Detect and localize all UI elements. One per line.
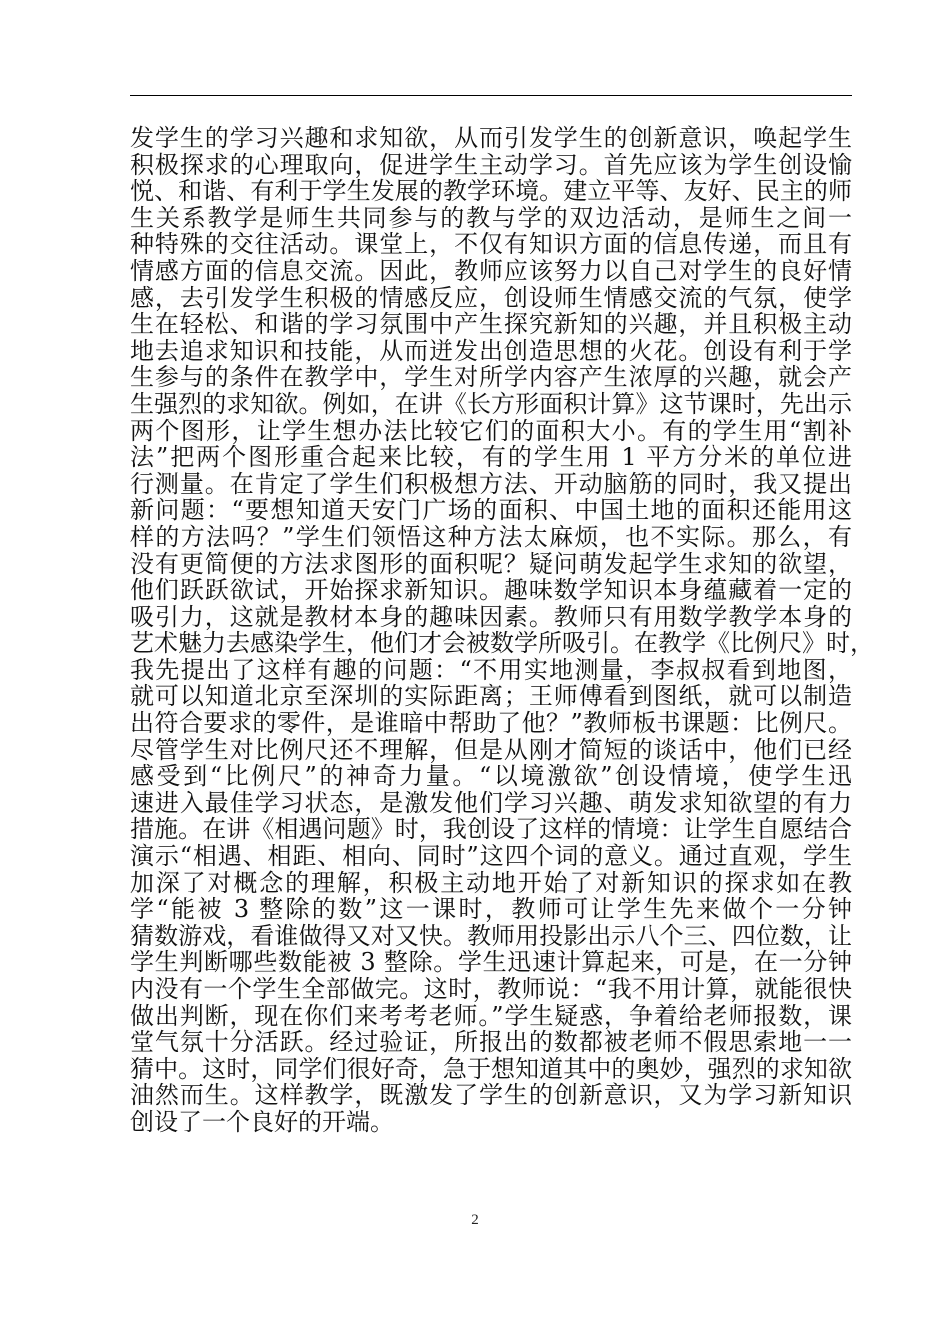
text-line: 生强烈的求知欲。例如，在讲《长方形面积计算》这节课时，先出示 — [130, 389, 852, 418]
text-line: 行测量。在肯定了学生们积极想方法、开动脑筋的同时，我又提出 — [130, 469, 852, 498]
text-line: 法”把两个图形重合起来比较，有的学生用 1 平方分米的单位进 — [130, 443, 852, 472]
text-line: 堂气氛十分活跃。经过验证，所报出的数都被老师不假思索地一一 — [130, 1028, 852, 1057]
text-line: 演示“相遇、相距、相向、同时”这四个词的意义。通过直观，学生 — [130, 842, 852, 871]
text-line: 没有更简便的方法求图形的面积呢？疑问萌发起学生求知的欲望， — [130, 549, 852, 578]
text-line: 猜中。这时，同学们很好奇，急于想知道其中的奥妙，强烈的求知欲 — [130, 1054, 852, 1083]
text-line: 发学生的学习兴趣和求知欲，从而引发学生的创新意识，唤起学生 — [130, 124, 852, 152]
text-line: 速进入最佳学习状态，是激发他们学习兴趣、萌发求知欲望的有力 — [130, 788, 852, 817]
text-line: 生在轻松、和谐的学习氛围中产生探究新知的兴趣，并且积极主动 — [130, 310, 852, 339]
header-rule — [130, 95, 852, 96]
text-line: 创设了一个良好的开端。 — [130, 1107, 394, 1136]
text-line: 样的方法吗？”学生们领悟这种方法太麻烦，也不实际。那么，有 — [130, 522, 852, 551]
text-line: 两个图形，让学生想办法比较它们的面积大小。有的学生用“割补 — [130, 416, 852, 445]
text-line: 学生判断哪些数能被 3 整除。学生迅速计算起来，可是，在一分钟 — [130, 948, 852, 977]
text-line: 悦、和谐、有利于学生发展的教学环境。建立平等、友好、民主的师 — [130, 177, 852, 206]
text-line: 措施。在讲《相遇问题》时，我创设了这样的情境：让学生自愿结合 — [130, 815, 852, 844]
text-line: 尽管学生对比例尺还不理解，但是从刚才简短的谈话中，他们已经 — [130, 735, 852, 764]
text-line: 内没有一个学生全部做完。这时，教师说：“我不用计算，就能很快 — [130, 975, 852, 1003]
text-line: 艺术魅力去感染学生，他们才会被数学所吸引。在教学《比例尺》时， — [130, 629, 874, 658]
text-line: 我先提出了这样有趣的问题：“不用实地测量，李叔叔看到地图， — [130, 655, 852, 684]
text-line: 感受到“比例尺”的神奇力量。“以境激欲”创设情境，使学生迅 — [130, 762, 852, 791]
text-line: 做出判断，现在你们来考考老师。”学生疑惑，争着给老师报数，课 — [130, 1001, 852, 1030]
text-line: 情感方面的信息交流。因此，教师应该努力以自己对学生的良好情 — [130, 256, 852, 285]
text-line: 感，去引发学生积极的情感反应，创设师生情感交流的气氛，使学 — [130, 283, 852, 312]
text-line: 学“能被 3 整除的数”这一课时，教师可让学生先来做个一分钟 — [130, 895, 852, 924]
text-line: 加深了对概念的理解，积极主动地开始了对新知识的探求如在教 — [130, 868, 852, 897]
text-line: 猜数游戏，看谁做得又对又快。教师用投影出示八个三、四位数，让 — [130, 921, 852, 950]
text-line: 种特殊的交往活动。课堂上，不仅有知识方面的信息传递，而且有 — [130, 230, 852, 259]
text-line: 油然而生。这样教学，既激发了学生的创新意识，又为学习新知识 — [130, 1081, 852, 1110]
text-line: 地去追求知识和技能，从而迸发出创造思想的火花。创设有利于学 — [130, 336, 852, 365]
text-line: 出符合要求的零件，是谁暗中帮助了他？”教师板书课题：比例尺。 — [130, 709, 852, 738]
text-line: 吸引力，这就是教材本身的趣味因素。教师只有用数学教学本身的 — [130, 602, 852, 631]
text-line: 生参与的条件在教学中，学生对所学内容产生浓厚的兴趣，就会产 — [130, 363, 852, 392]
text-line: 新问题：“要想知道天安门广场的面积、中国土地的面积还能用这 — [130, 496, 852, 525]
text-line: 积极探求的心理取向，促进学生主动学习。首先应该为学生创设愉 — [130, 150, 852, 179]
text-line: 他们跃跃欲试，开始探求新知识。趣味数学知识本身蕴藏着一定的 — [130, 576, 852, 605]
body-paragraph — [130, 124, 874, 1136]
text-line: 就可以知道北京至深圳的实际距离；王师傅看到图纸，就可以制造 — [130, 682, 852, 711]
text-line: 生关系教学是师生共同参与的教与学的双边活动，是师生之间一 — [130, 203, 852, 232]
page-number: 2 — [471, 1212, 479, 1228]
